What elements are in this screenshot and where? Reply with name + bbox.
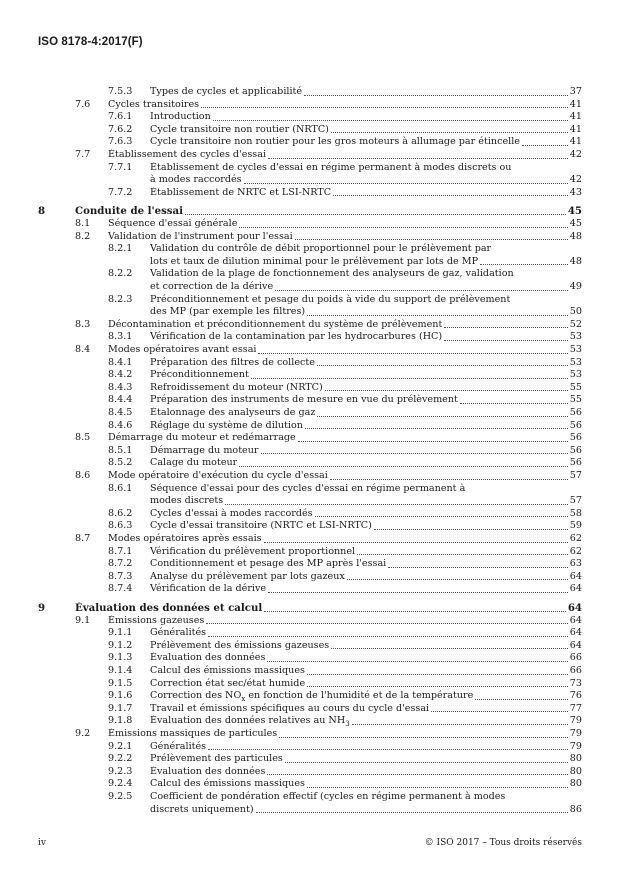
dot-leader — [208, 636, 568, 637]
toc-entry[interactable] — [0, 741, 620, 754]
toc-entry[interactable] — [0, 728, 620, 741]
toc-entry-page: 42 — [569, 149, 582, 160]
toc-entry[interactable] — [0, 483, 620, 508]
toc-entry-page: 41 — [569, 98, 582, 110]
toc-entry[interactable] — [0, 791, 620, 816]
toc-entry[interactable] — [0, 331, 620, 344]
toc-entry-number: 8.7 — [75, 533, 91, 544]
toc-entry[interactable] — [0, 571, 620, 584]
toc-entry-title: Travail et émissions spécifiques au cours du cycle d'essai — [150, 702, 430, 714]
dot-leader — [225, 504, 568, 505]
dot-leader — [347, 579, 568, 580]
toc-entry-title: Évaluation des données et calcul — [75, 602, 263, 614]
dot-leader — [307, 315, 568, 316]
toc-entry-number: 8.4.6 — [108, 419, 133, 431]
toc-entry-title: des MP (par exemple les filtres) — [150, 306, 306, 318]
toc-entry-number: 9.1.3 — [108, 652, 133, 664]
toc-entry-number: 8.5.1 — [108, 444, 133, 456]
toc-entry-title: Cycle transitoire non routier (NRTC) — [150, 123, 329, 135]
dot-leader — [251, 378, 568, 379]
dot-leader — [315, 516, 568, 517]
toc-entry-number: 7.6.2 — [108, 123, 133, 135]
toc-entry-title: modes discrets — [150, 495, 224, 507]
dot-leader — [239, 227, 567, 228]
toc-entry[interactable] — [0, 111, 620, 124]
toc-entry-number: 8.2 — [75, 230, 91, 242]
toc-entry-title: Évaluation des données — [150, 765, 266, 777]
toc-entry-title: Établissement de NRTC et LSI-NRTC — [150, 186, 332, 198]
toc-entry-number: 8.7.4 — [108, 583, 133, 595]
toc-entry-number: 9.2.1 — [108, 740, 133, 752]
toc-entry-title: Calcul des émissions massiques — [150, 665, 305, 676]
toc-entry-title: Démarrage du moteur — [150, 444, 259, 456]
dot-leader — [264, 542, 568, 543]
dot-leader — [374, 529, 568, 530]
toc-entry-page: 52 — [569, 318, 582, 330]
toc-entry-number: 8.3 — [75, 318, 91, 330]
dot-leader — [208, 749, 568, 750]
toc-entry-page: 63 — [569, 558, 582, 570]
toc-entry-page: 49 — [569, 280, 582, 292]
dot-leader — [239, 466, 568, 467]
toc-entry-title: discrets uniquement) — [150, 803, 254, 815]
toc-entry-number: 8.2.2 — [108, 268, 133, 280]
toc-entry-page: 55 — [569, 394, 582, 406]
toc-entry-number: 8.4.3 — [108, 381, 133, 393]
toc-entry[interactable] — [0, 369, 620, 382]
toc-entry[interactable] — [0, 268, 620, 293]
toc-entry[interactable] — [0, 357, 620, 370]
toc-entry[interactable] — [0, 432, 620, 445]
toc-entry[interactable] — [0, 583, 620, 596]
toc-entry-page: 64 — [569, 570, 582, 582]
toc-entry-number: 8 — [38, 205, 46, 218]
toc-entry-title: Préconditionnement et pesage du poids à vide du support de prélèvement — [150, 293, 511, 305]
toc-entry-title: Décontamination et préconditionnement du système de prélèvement — [108, 318, 443, 330]
toc-entry-number: 8.6.1 — [108, 482, 133, 494]
toc-entry-page: 50 — [569, 306, 582, 318]
dot-leader — [185, 214, 566, 215]
document-id: ISO 8178-4:2017(F) — [38, 36, 143, 48]
toc-entry-number: 7.7.1 — [108, 161, 133, 173]
dot-leader — [307, 674, 568, 675]
toc-entry-number: 7.5.3 — [108, 86, 133, 97]
toc-entry-number: 9.1.5 — [108, 677, 133, 689]
toc-entry[interactable] — [0, 627, 620, 640]
toc-entry-page: 41 — [569, 123, 582, 135]
toc-entry-title: Établissement de cycles d'essai en régime permanent à modes discrets ou — [150, 161, 512, 173]
toc-entry-page: 45 — [567, 205, 582, 218]
toc-entry-number: 8.2.1 — [108, 243, 133, 255]
toc-entry[interactable] — [0, 319, 620, 332]
dot-leader — [304, 95, 568, 96]
toc-entry-page: 43 — [569, 186, 582, 198]
toc-entry-page: 56 — [569, 419, 582, 431]
toc-entry-title: à modes raccordés — [150, 174, 242, 186]
toc-entry-title: Cycles transitoires — [108, 98, 200, 110]
toc-entry[interactable] — [0, 753, 620, 766]
toc-entry-title: Généralités — [150, 627, 207, 639]
toc-entry-title: Types de cycles et applicabilité — [150, 86, 303, 97]
dot-leader — [268, 158, 568, 159]
toc-entry-number: 9.1.7 — [108, 702, 133, 714]
toc-entry-number: 9.1.4 — [108, 665, 133, 676]
toc-entry-page: 41 — [569, 136, 582, 148]
toc-entry-page: 77 — [569, 702, 582, 714]
toc-entry[interactable] — [0, 665, 620, 678]
toc-entry[interactable] — [0, 344, 620, 357]
toc-entry-title: Émissions massiques de particules — [108, 728, 278, 739]
toc-entry-title: Généralités — [150, 740, 207, 752]
toc-entry-page: 53 — [569, 369, 582, 381]
toc-entry-page: 57 — [569, 470, 582, 481]
toc-entry-page: 57 — [569, 495, 582, 507]
dot-leader — [331, 648, 568, 649]
dot-leader — [258, 353, 567, 354]
toc-entry-number: 8.7.2 — [108, 558, 133, 570]
dot-leader — [213, 120, 568, 121]
toc-entry[interactable] — [0, 520, 620, 533]
dot-leader — [460, 403, 568, 404]
toc-entry-number: 7.6.3 — [108, 136, 133, 148]
toc-entry-title: Correction état sec/état humide — [150, 677, 306, 689]
dot-leader — [244, 183, 568, 184]
toc-entry-title: Conditionnement et pesage des MP après l'essai — [150, 558, 387, 570]
toc-entry-title: Correction des $NO_x$ en fonction de l'humidité et de la température — [150, 690, 474, 703]
page-footer — [38, 838, 582, 848]
dot-leader — [333, 195, 568, 196]
dot-leader — [285, 762, 568, 763]
toc-entry-title: Modes opératoires après essais — [108, 533, 262, 544]
dot-leader — [201, 107, 568, 108]
dot-leader — [444, 327, 567, 328]
toc-entry-number: 8.6.2 — [108, 507, 133, 519]
toc-entry-number: 8.4.5 — [108, 407, 133, 418]
toc-entry-title: Validation de l'instrument pour l'essai — [108, 230, 293, 242]
dot-leader — [264, 611, 566, 612]
toc-entry[interactable] — [0, 231, 620, 244]
dot-leader — [388, 567, 568, 568]
toc-entry[interactable] — [0, 218, 620, 231]
toc-entry-page: 55 — [569, 381, 582, 393]
dot-leader — [267, 661, 567, 662]
toc-entry-number: 9.2.5 — [108, 791, 133, 802]
toc-entry[interactable] — [0, 294, 620, 319]
toc-entry[interactable] — [0, 615, 620, 628]
toc-entry-number: 9.2.3 — [108, 765, 133, 777]
toc-entry-number: 8.4 — [75, 344, 91, 355]
toc-entry[interactable] — [0, 640, 620, 653]
toc-entry-number: 8.2.3 — [108, 293, 133, 305]
toc-entry-title: Préparation des instruments de mesure en vue du prélèvement — [150, 394, 458, 406]
toc-entry[interactable] — [0, 470, 620, 483]
toc-entry-number: 9.1.8 — [108, 715, 133, 727]
toc-entry-number: 8.7.1 — [108, 545, 133, 557]
toc-entry-page: 79 — [569, 728, 582, 739]
copyright-notice: © ISO 2017 – Tous droits réservés — [424, 838, 582, 848]
toc-entry-title: Mode opératoire d'exécution du cycle d'essai — [108, 470, 328, 481]
dot-leader — [431, 711, 568, 712]
dot-leader — [298, 441, 568, 442]
dot-leader — [357, 554, 568, 555]
toc-entry-page: 86 — [569, 803, 582, 815]
toc-entry-page: 48 — [569, 255, 582, 267]
toc-entry-title: Émissions gazeuses — [108, 614, 205, 626]
toc-entry-page: 62 — [569, 545, 582, 557]
toc-entry[interactable] — [0, 162, 620, 187]
dot-leader — [279, 737, 568, 738]
toc-entry-number: 9.1 — [75, 614, 91, 626]
toc-entry-number: 8.4.4 — [108, 394, 133, 406]
toc-entry-number: 8.1 — [75, 218, 91, 229]
toc-entry-page: 41 — [569, 111, 582, 123]
toc-entry-page: 79 — [569, 715, 582, 727]
toc-entry-page: 64 — [569, 627, 582, 639]
dot-leader — [444, 340, 568, 341]
toc-entry-title: lots et taux de dilution minimal pour le prélèvement par lots de MP — [150, 255, 479, 267]
toc-entry-title: et correction de la dérive — [150, 280, 274, 292]
toc-entry-page: 53 — [569, 356, 582, 368]
toc-entry-number: 9 — [38, 602, 46, 614]
toc-entry-title: Établissement des cycles d'essai — [108, 149, 267, 160]
toc-entry-page: 48 — [569, 230, 582, 242]
dot-leader — [261, 453, 568, 454]
dot-leader — [352, 724, 568, 725]
toc-entry-number: 9.2.4 — [108, 778, 133, 790]
toc-entry[interactable] — [0, 508, 620, 521]
toc-entry-page: 64 — [569, 614, 582, 626]
toc-entry-page: 53 — [569, 331, 582, 343]
toc-entry[interactable] — [0, 546, 620, 559]
toc-entry-title: Analyse du prélèvement par lots gazeux — [150, 570, 345, 582]
toc-entry-title: Étalonnage des analyseurs de gaz — [150, 407, 316, 418]
toc-entry-page: 76 — [569, 690, 582, 702]
dot-leader — [330, 479, 568, 480]
toc-entry-page: 73 — [569, 677, 582, 689]
toc-entry-title: Réglage du système de dilution — [150, 419, 303, 431]
dot-leader — [325, 390, 568, 391]
toc-entry-page: 59 — [569, 520, 582, 532]
toc-entry-title: Évaluation des données relatives au $NH_3$ — [150, 715, 350, 728]
toc-entry-number: 8.7.3 — [108, 570, 133, 582]
toc-entry-number: 7.6.1 — [108, 111, 133, 123]
toc-entry-title: Préconditionnement — [150, 369, 249, 381]
toc-entry-number: 9.1.6 — [108, 690, 133, 702]
toc-entry[interactable] — [0, 136, 620, 149]
dot-leader — [268, 592, 568, 593]
toc-entry-title: Évaluation des données — [150, 652, 266, 664]
toc-entry[interactable] — [0, 457, 620, 470]
toc-entry-page: 64 — [567, 602, 582, 614]
toc-entry[interactable] — [0, 149, 620, 162]
toc-entry-number: 9.1.2 — [108, 639, 133, 651]
dot-leader — [317, 416, 567, 417]
toc-entry-page: 80 — [569, 753, 582, 765]
toc-entry[interactable] — [0, 205, 620, 218]
toc-entry-title: Prélèvement des émissions gazeuses — [150, 639, 330, 651]
toc-entry[interactable] — [0, 678, 620, 691]
toc-entry-number: 8.4.1 — [108, 356, 133, 368]
toc-entry-title: Coefficient de pondération effectif (cycles en régime permanent à modes — [150, 791, 506, 802]
dot-leader — [475, 699, 568, 700]
dot-leader — [307, 686, 568, 687]
toc-entry-page: 66 — [569, 665, 582, 676]
dot-leader — [206, 623, 567, 624]
toc-entry-page: 79 — [569, 740, 582, 752]
dot-leader — [331, 132, 568, 133]
toc-entry-title: Cycles d'essai à modes raccordés — [150, 507, 313, 519]
toc-entry-number: 8.6.3 — [108, 520, 133, 532]
toc-entry-page: 66 — [569, 652, 582, 664]
toc-entry-number: 9.2 — [75, 728, 91, 739]
toc-entry-number: 9.1.1 — [108, 627, 133, 639]
toc-entry-title: Calage du moteur — [150, 457, 238, 469]
toc-entry-title: Cycle d'essai transitoire (NRTC et LSI-NRTC) — [150, 520, 372, 532]
toc-entry-page: 80 — [569, 778, 582, 790]
toc-entry-page: 56 — [569, 432, 582, 444]
dot-leader — [275, 290, 568, 291]
toc-entry[interactable] — [0, 243, 620, 268]
toc-entry[interactable] — [0, 394, 620, 407]
toc-entry-title: Démarrage du moteur et redémarrage — [108, 432, 296, 444]
toc-entry[interactable] — [0, 187, 620, 200]
toc-entry-page: 64 — [569, 639, 582, 651]
dot-leader — [256, 812, 568, 813]
toc-entry-title: Séquence d'essai pour des cycles d'essai en régime permanent à — [150, 482, 466, 494]
dot-leader — [317, 365, 568, 366]
dot-leader — [267, 774, 567, 775]
toc-entry[interactable] — [0, 602, 620, 615]
dot-leader — [305, 428, 568, 429]
toc-entry-page: 62 — [569, 533, 582, 544]
toc-entry-title: Conduite de l'essai — [75, 205, 184, 218]
dot-leader — [522, 145, 568, 146]
toc-entry[interactable] — [0, 652, 620, 665]
toc-entry[interactable] — [0, 420, 620, 433]
toc-entry[interactable] — [0, 766, 620, 779]
toc-entry[interactable] — [0, 558, 620, 571]
toc-entry-page: 56 — [569, 407, 582, 418]
toc-entry[interactable] — [0, 86, 620, 99]
toc-entry[interactable] — [0, 715, 620, 728]
toc-entry[interactable] — [0, 124, 620, 137]
toc-entry-number: 8.3.1 — [108, 331, 133, 343]
toc-entry-page: 80 — [569, 765, 582, 777]
toc-entry-title: Vérification du prélèvement proportionnel — [150, 545, 356, 557]
toc-entry-title: Séquence d'essai générale — [108, 218, 238, 229]
toc-entry-number: 7.7.2 — [108, 186, 133, 198]
toc-entry-page: 37 — [569, 86, 582, 97]
toc-entry-page: 42 — [569, 174, 582, 186]
toc-entry-number: 9.2.2 — [108, 753, 133, 765]
toc-entry-page: 53 — [569, 344, 582, 355]
toc-entry-title: Vérification de la dérive — [150, 583, 267, 595]
toc-entry[interactable] — [0, 703, 620, 716]
toc-entry-page: 56 — [569, 444, 582, 456]
toc-entry-number: 7.7 — [75, 149, 91, 160]
toc-entry-page: 56 — [569, 457, 582, 469]
toc-entry-title: Validation du contrôle de débit proportionnel pour le prélèvement par — [150, 243, 492, 255]
toc-entry-number: 8.5 — [75, 432, 91, 444]
toc-entry-number: 8.5.2 — [108, 457, 133, 469]
toc-entry-number: 8.6 — [75, 470, 91, 481]
dot-leader — [480, 264, 568, 265]
toc-entry[interactable] — [0, 382, 620, 395]
toc-entry-title: Modes opératoires avant essai — [108, 344, 257, 355]
toc-entry[interactable] — [0, 445, 620, 458]
dot-leader — [295, 239, 568, 240]
toc-entry-page: 58 — [569, 507, 582, 519]
toc-entry[interactable] — [0, 690, 620, 703]
toc-entry-title: Prélèvement des particules — [150, 753, 283, 765]
toc-entry-title: Calcul des émissions massiques — [150, 778, 305, 790]
toc-entry-number: 8.4.2 — [108, 369, 133, 381]
toc-entry-page: 64 — [569, 583, 582, 595]
toc-entry-title: Refroidissement du moteur (NRTC) — [150, 381, 323, 393]
page-number: iv — [38, 838, 46, 848]
toc-entry-page: 45 — [569, 218, 582, 229]
toc-entry-title: Validation de la plage de fonctionnement des analyseurs de gaz, validation — [150, 268, 514, 280]
toc-entry[interactable] — [0, 533, 620, 546]
toc-entry-title: Cycle transitoire non routier pour les gros moteurs à allumage par étincelle — [150, 136, 520, 148]
toc-entry-title: Vérification de la contamination par les hydrocarbures (HC) — [150, 331, 443, 343]
toc-entry[interactable] — [0, 99, 620, 112]
toc-entry-title: Introduction — [150, 111, 211, 123]
dot-leader — [307, 787, 568, 788]
toc-entry-number: 7.6 — [75, 98, 91, 110]
toc-entry[interactable] — [0, 778, 620, 791]
toc-entry-title: Préparation des filtres de collecte — [150, 356, 315, 368]
toc-entry[interactable] — [0, 407, 620, 420]
